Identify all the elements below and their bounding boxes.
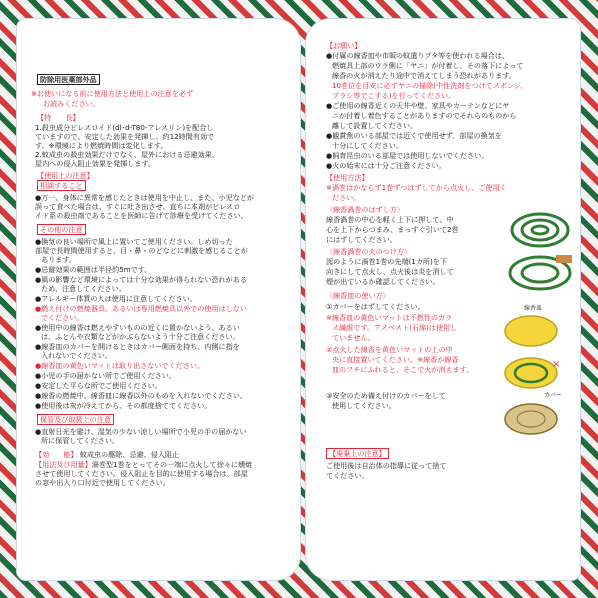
consult-line: 誤って食べた場合は、すぐに吐き出させ、直ちに本剤がピレスロ <box>35 202 241 211</box>
other-title: その他の注意 <box>37 225 86 235</box>
mat-label: 線香皿 <box>524 305 543 312</box>
warning-line: ※お使いになる前に使用方法と使用上の注意を必ず <box>31 89 194 98</box>
request-red-line: 10巻位を目安に必ずヤニの掃除(中性洗剤をつけてスポンジ、 <box>332 81 528 90</box>
step2-title: 〈線香渦巻の火のつけ方〉 <box>326 247 412 256</box>
step1-line: にはずしてください。 <box>326 235 397 244</box>
step1-line: 心を上下からつまみ、まっすぐ引いて2巻 <box>326 225 459 234</box>
step3-red-line: ※線香皿の黄色いマットは不燃性のガラ <box>326 313 453 322</box>
other-line: 入れないでください。 <box>41 351 112 360</box>
other-line: ●線香の燃焼中、線香皿に線香以外のものを入れないでください。 <box>35 391 247 400</box>
red-warning-line: ●燃え付けの燃焼器具、あるいは専用燃焼具以外での使用はしない <box>35 304 247 313</box>
step2-line: 図のように渦巻1巻の先端(1カ所)を下 <box>326 257 447 266</box>
coil-icon <box>506 211 574 249</box>
feature-line: ていますので、安定した効果を発揮し、約12時間有効で <box>35 132 215 141</box>
category-label: 防除用医薬部外品 <box>37 75 100 85</box>
cover-icon <box>502 397 560 437</box>
red-warning-line: でください。 <box>41 313 84 322</box>
step3-title: 〈線香皿の使い方〉 <box>326 291 390 300</box>
request-red-line: ブラシ等でこする)を行ってください。 <box>332 91 456 100</box>
red-warning-line: ●線香皿の黄色いマットは取り出さないでください。 <box>35 361 205 370</box>
step2-line: 向きにして点火し、点火後は炎を消して <box>326 267 454 276</box>
consult-line: ●万一、身体に異常を感じたときは使用を中止し、また、小児などが <box>35 193 254 202</box>
request-title: 【お願い】 <box>326 41 362 50</box>
step3-line: 使用してください。 <box>332 401 396 410</box>
other-line: は、ふとんや衣類などがかぶらないよう十分ご注意ください。 <box>41 332 240 341</box>
other-line: あります。 <box>41 255 76 264</box>
effect-line: 【効 能】 蚊成虫の駆除、忌避、侵入阻止 <box>35 450 180 459</box>
storage-line: 所に保管してください。 <box>41 436 120 445</box>
left-page <box>16 18 301 581</box>
request-line: ●ご使用の線香近くの天井や壁、家具やカーテンなどにヤ <box>326 101 510 110</box>
disposal-line: ご使用後は自治体の指導に従って捨て <box>326 461 447 470</box>
request-line: ●飼育昆虫のいる部屋では使用しないでください。 <box>326 151 489 160</box>
request-line: 線香の火が消えたり途中で消えてしまう恐れがあります。 <box>332 71 516 80</box>
request-line: 離して設置してください。 <box>332 121 418 130</box>
other-line: ●アレルギー体質の人は使用に注意してください。 <box>35 294 197 303</box>
usage-line: させて使用してください。侵入阻止を目的に使用する場合は、部屋 <box>35 469 248 478</box>
incense-dish-icon <box>502 311 560 349</box>
feature-line: 屋内への侵入阻止効果を発揮します。 <box>35 159 156 168</box>
other-line: 部屋で長時間使用すると、目・鼻・のどなどに刺激を感じることが <box>35 246 248 255</box>
feature-line: 1.殺虫成分ピレスロイド(dl･d-T80-アレスリン)を配合し <box>35 123 214 132</box>
consult-line: イド系の殺虫剤であることを医師に告げて診療を受けてください。 <box>35 211 248 220</box>
step3-line: ③安全のため備え付けのカバーをして <box>326 391 446 400</box>
step1-title: 〈線香渦巻のはずし方〉 <box>326 205 405 214</box>
features-title: 【特 長】 <box>37 113 80 122</box>
other-line: ●使用中の線香は燃えやすいものの近くに置かないよう、あるい <box>35 323 240 332</box>
request-line: ●観賞魚のいる部屋では近くで使用せず、部屋の換気を <box>326 131 502 140</box>
other-line: ●換気の良い場所で風上に置いてご使用ください。しめ切った <box>35 237 233 246</box>
storage-title: 保管及び取扱上の注意 <box>37 415 114 425</box>
method-red-line: ※渦巻はかならず1巻ずつはずしてから点火し、ご使用く <box>326 183 507 192</box>
step3-red-line: ②点火した線香を黄色いマットの上の中 <box>326 345 453 354</box>
usage-line: 【用法及び用量】渦巻型1巻をとってその一端に点火して徐々に燻焼 <box>35 460 253 469</box>
disposal-title: 【廃棄上の注意】 <box>326 449 389 459</box>
consult-title: 相談すること <box>37 181 86 191</box>
request-line: 燃焼具上部のウラ側に「ヤニ」が付着し、その落下によって <box>332 61 524 70</box>
request-line: ●火の始末には十分ご注意ください。 <box>326 161 446 170</box>
step3-red-line: ていません。 <box>332 333 375 342</box>
usage-line: の窓や出入り口付近で使用してください。 <box>35 478 170 487</box>
other-line: ため、注意してください。 <box>41 284 126 293</box>
storage-line: ●直射日光を避け、湿気の少ない涼しい場所で小児の手の届かない <box>35 427 247 436</box>
other-line: ●線香皿のカバーを開けるときはカバー側面を持ち、内側に指を <box>35 342 240 351</box>
cover-label: カバー <box>544 392 563 399</box>
right-page <box>305 18 581 581</box>
other-line: ●忌避効果の範囲は半径約5mです。 <box>35 265 152 274</box>
step3-red-line: ス繊維です。アスベスト(石綿)は使用し <box>332 323 458 332</box>
svg-text:×: × <box>552 359 560 370</box>
step2-line: 煙が出ているか確認してください。 <box>326 277 440 286</box>
step3-red-line: 皿のフチにふれると、そこで火が消えます。 <box>332 365 474 374</box>
other-line: ●小児の手の届かない所でご使用ください。 <box>35 371 176 380</box>
other-line: ●安定した平らな所でご使用ください。 <box>35 381 162 390</box>
request-line: ●付属の線香皿や市販の蚊遣りブタ等を使われる場合は、 <box>326 51 510 60</box>
method-red-line: ださい。 <box>332 193 361 202</box>
request-line: 十分にしてください。 <box>332 141 403 150</box>
other-line: ●使用後は灰が冷えてから、その都度捨ててください。 <box>35 401 212 410</box>
step3-line: ①カバーをはずしてください。 <box>326 302 425 311</box>
feature-line: 2.蚊成虫の殺虫効果だけでなく、屋外における忌避効果、 <box>35 150 219 159</box>
method-title: 【使用方法】 <box>326 173 369 182</box>
dish-with-coil-icon <box>502 353 560 391</box>
warning-line: お読みください。 <box>43 99 100 108</box>
step3-red-line: 央に直接置いてください。※線香が線香 <box>332 355 459 364</box>
lighter-icon <box>506 253 576 291</box>
other-line: ●風の影響など環境によっては十分な効果が得られない恐れがある <box>35 275 247 284</box>
disposal-line: てください。 <box>326 471 369 480</box>
request-line: ニが付着し着色することがありますのでそれらのものから <box>332 111 517 120</box>
feature-line: す。※環境により燃焼時間は変化します。 <box>35 141 168 150</box>
usage-notes-title: 【使用上の注意】 <box>37 171 94 180</box>
step1-line: 線香渦巻の中心を軽く上下に押して、中 <box>326 215 454 224</box>
